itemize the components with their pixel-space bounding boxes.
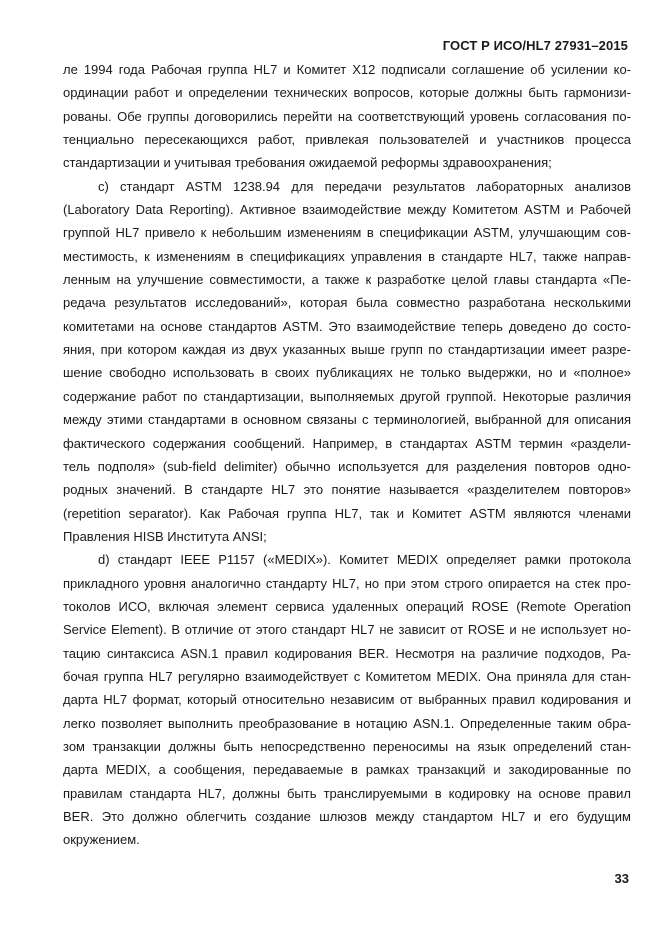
list-item-d-start: d) стандарт IEEE P1157 («MEDIX»). Комитет MEDIX определяет рамки протокола <box>98 552 631 568</box>
text-line: комитетами на основе стандартов ASTM. Это взаимодействие теперь доведено до состо- <box>63 318 631 334</box>
text-line: ленным на улучшение совместимости, а также к разработке целой главы стандарта «Пе- <box>63 272 631 288</box>
text-line: (repetition separator). Как Рабочая группа HL7, так и Комитет ASTM являются членами <box>63 505 631 521</box>
text-line: тель подполя» (sub-field delimiter) обычно используется для разделения повторов одно- <box>63 458 631 474</box>
document-header: ГОСТ Р ИСО/HL7 27931–2015 <box>442 38 628 53</box>
text-line: фактического содержания сообщений. Например, в стандартах ASTM термин «раздели- <box>63 435 631 451</box>
text-line: дарта MEDIX, а сообщения, передаваемые в рамках транзакций и закодированные по <box>63 762 631 778</box>
text-line: Service Element). В отличие от этого стандарт HL7 не зависит от ROSE и не использует но- <box>63 622 631 638</box>
text-line: тенциально пересекающихся работ, привлекая пользователей и участников процесса <box>63 132 631 148</box>
text-line: местимость, к изменениям в спецификациях управления в стандарте HL7, также направ- <box>63 248 631 264</box>
text-line: тацию синтаксиса ASN.1 правил кодирования BER. Несмотря на различие подходов, Ра- <box>63 645 631 661</box>
text-line: родных значений. В стандарте HL7 это понятие называется «разделителем повторов» <box>63 482 631 498</box>
text-line: шение свободно использовать в своих публикациях не только выдержки, но и «полное» <box>63 365 631 381</box>
text-line: яния, при котором каждая из двух указанных выше групп по стандартизации имеет разре- <box>63 342 631 358</box>
text-line: прикладного уровня аналогично стандарту HL7, но при этом строго опирается на стек про- <box>63 575 631 591</box>
text-line: правилам стандарта HL7, должны быть транслируемыми в кодировку на основе правил <box>63 785 631 801</box>
text-line: дарта HL7 формат, который относительно независим от выбранных правил кодирования и <box>63 692 631 708</box>
text-line: Правления HISB Института ANSI; <box>63 528 267 544</box>
text-line: ординации работ и определении технических вопросов, которые должны быть гармонизи- <box>63 85 631 101</box>
text-line: бочая группа HL7 регулярно взаимодействует с Комитетом MEDIX. Она приняла для стан- <box>63 668 631 684</box>
text-line: группой HL7 привело к небольшим изменениям в спецификации ASTM, улучшающим сов- <box>63 225 631 241</box>
body-text <box>63 58 631 852</box>
page-number: 33 <box>614 871 629 886</box>
list-item-c-start: c) стандарт ASTM 1238.94 для передачи результатов лабораторных анализов <box>98 178 631 194</box>
text-line: стандартизации и учитывая требования ожидаемой реформы здравоохранения; <box>63 155 552 171</box>
text-line: токолов ИСО, включая элемент сервиса удаленных операций ROSE (Remote Operation <box>63 598 631 614</box>
text-line: между этими стандартами в основном связаны с терминологией, выбранной для описания <box>63 412 631 428</box>
text-line: редача результатов исследований», которая была совместно разработана несколькими <box>63 295 631 311</box>
text-line: легко позволяет выполнить преобразование в нотацию ASN.1. Определенные таким обра- <box>63 715 631 731</box>
text-line: (Laboratory Data Reporting). Активное взаимодействие между Комитетом ASTM и Рабочей <box>63 202 631 218</box>
text-line: зом транзакции должны быть непосредственно переносимы на язык определений стан- <box>63 738 631 754</box>
text-line: рованы. Обе группы договорились перейти на соответствующий уровень согласования по- <box>63 108 631 124</box>
text-line: ле 1994 года Рабочая группа HL7 и Комитет X12 подписали соглашение об усилении ко- <box>63 62 631 77</box>
text-line: окружением. <box>63 832 140 848</box>
text-line: BER. Это должно облегчить создание шлюзов между стандартом HL7 и его будущим <box>63 809 631 824</box>
text-line: содержание работ по стандартизации, выполняемых другой группой. Некоторые различия <box>63 388 631 404</box>
